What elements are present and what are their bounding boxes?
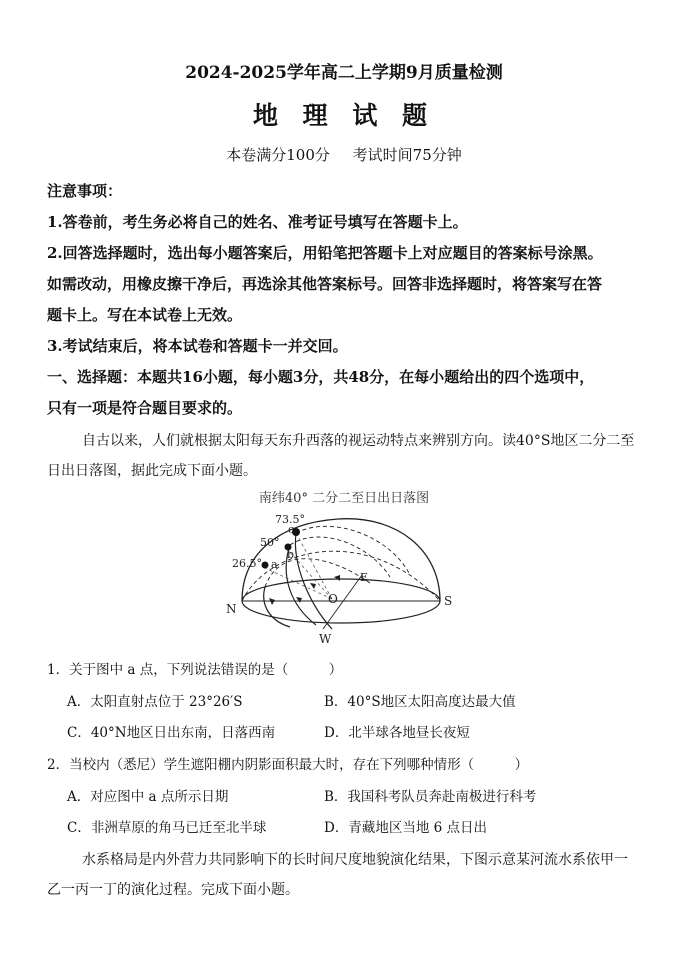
sun-path-a xyxy=(264,587,290,627)
exam-title: 2024-2025学年高二上学期9月质量检测 xyxy=(185,63,503,83)
sun-path-c-hidden xyxy=(296,526,410,575)
point-label-c: c xyxy=(288,523,295,536)
section-heading: 一、选择题：本题共16小题，每小题3分，共48分，在每小题给出的四个选项中， xyxy=(47,368,595,386)
passage-text: 乙一丙一丁的演化过程。完成下面小题。 xyxy=(47,882,299,898)
exam-time: 考试时间75分钟 xyxy=(352,146,462,164)
sun-path-b-hidden xyxy=(290,537,390,577)
q2-option-c[interactable]: C．非洲草原的角马已迁至北半球 xyxy=(67,820,267,836)
sun-path-diagram xyxy=(220,505,470,655)
point-label-a: a xyxy=(271,558,278,571)
arrow-icon xyxy=(296,597,302,603)
full-score: 本卷满分100分 xyxy=(226,146,330,164)
question-1-stem: 1．关于图中 a 点，下列说法错误的是（ ） xyxy=(47,662,343,678)
q1-option-a[interactable]: A．太阳直射点位于 23°26′S xyxy=(67,694,243,710)
angle-label-b: 50° xyxy=(260,536,280,549)
figure-title: 南纬40° 二分二至日出日落图 xyxy=(258,491,430,506)
q1-option-d[interactable]: D．北半球各地昼长夜短 xyxy=(324,725,470,741)
exam-info xyxy=(0,144,688,165)
notice-item: 如需改动，用橡皮擦干净后，再选涂其他答案标号。回答非选择题时，将答案写在答 xyxy=(47,275,603,293)
passage-text: 自古以来，人们就根据太阳每天东升西落的视运动特点来辨别方向。读40°S地区二分二至 xyxy=(82,433,635,449)
section-heading-cont: 只有一项是符合题目要求的。 xyxy=(47,399,243,417)
arrow-icon xyxy=(334,575,340,581)
angle-label-a: 26.5° xyxy=(232,557,262,570)
passage-text: 水系格局是内外营力共同影响下的长时间尺度地貌演化结果，下图示意某河流水系依甲一 xyxy=(82,852,628,868)
angle-line-c xyxy=(296,533,332,599)
q1-option-b[interactable]: B．40°S地区太阳高度达最大值 xyxy=(324,694,516,710)
q1-option-c[interactable]: C．40°N地区日出东南，日落西南 xyxy=(67,725,276,741)
sun-point-a xyxy=(262,562,269,569)
angle-label-c: 73.5° xyxy=(275,513,305,526)
notice-item: 1.答卷前，考生务必将自己的姓名、准考证号填写在答题卡上。 xyxy=(47,213,468,231)
question-2-stem: 2．当校内（悉尼）学生遮阳棚内阴影面积最大时，存在下列哪种情形（ ） xyxy=(47,757,529,773)
direction-label-e: E xyxy=(360,571,369,584)
direction-label-s: S xyxy=(444,594,453,608)
sun-path-a-hidden xyxy=(265,559,370,587)
angle-line-a xyxy=(265,568,332,599)
notice-item: 2.回答选择题时，选出每小题答案后，用铅笔把答题卡上对应题目的答案标号涂黑。 xyxy=(47,244,603,262)
angle-line-b xyxy=(288,550,332,599)
direction-label-w: W xyxy=(319,632,332,646)
point-label-b: b xyxy=(287,548,295,561)
center-label-o: O xyxy=(328,592,338,606)
notice-item: 3.考试结束后，将本试卷和答题卡一并交回。 xyxy=(47,337,348,355)
q2-option-d[interactable]: D．青藏地区当地 6 点日出 xyxy=(324,820,487,836)
direction-label-n: N xyxy=(226,602,237,616)
notice-heading: 注意事项： xyxy=(47,182,123,200)
passage-text: 日出日落图，据此完成下面小题。 xyxy=(47,463,257,479)
arrow-icon xyxy=(310,583,316,589)
notice-item: 题卡上。写在本试卷上无效。 xyxy=(47,306,243,324)
q2-option-a[interactable]: A．对应图中 a 点所示日期 xyxy=(67,789,229,805)
q2-option-b[interactable]: B．我国科考队员奔赴南极进行科考 xyxy=(324,789,537,805)
subject-title: 地 理 试 题 xyxy=(252,101,436,130)
